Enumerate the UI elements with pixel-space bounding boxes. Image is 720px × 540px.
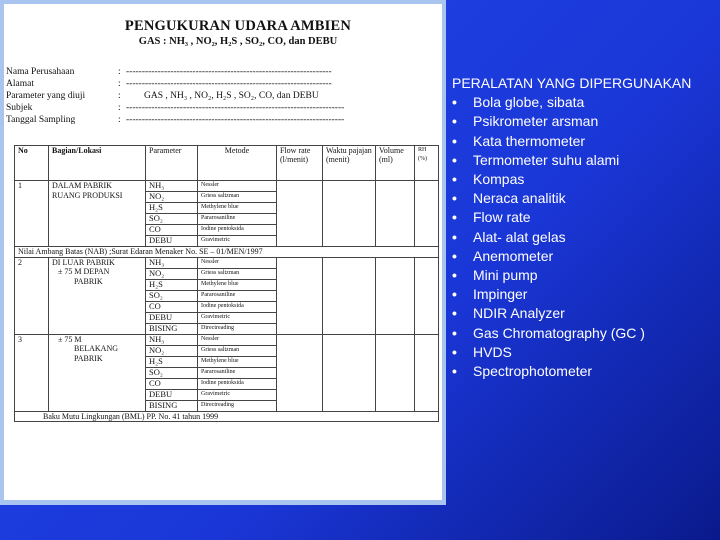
row-volume <box>376 257 415 334</box>
equipment-list <box>452 93 714 381</box>
field-colon: : <box>118 115 121 125</box>
row-parameter: CO <box>146 225 198 236</box>
field-value: GAS , NH₃ , NO₂, H₂S , SO₂, CO, dan DEBU <box>144 91 319 101</box>
row-volume <box>376 181 415 247</box>
measurement-table <box>14 145 439 422</box>
row-exposure-time <box>323 334 376 411</box>
table-row <box>15 334 439 345</box>
row-parameter: SO₂ <box>146 214 198 225</box>
row-parameter: NO₂ <box>146 345 198 356</box>
field-colon: : <box>118 67 121 77</box>
equipment-item: • Spectrophotometer <box>452 362 714 381</box>
header-flow-rate: Flow rate (l/menit) <box>277 146 323 181</box>
table-row <box>15 181 439 192</box>
row-parameter: NH₃ <box>146 334 198 345</box>
row-volume <box>376 334 415 411</box>
bml-note-row <box>15 411 439 422</box>
row-method: Griess saltzman <box>198 268 277 279</box>
row-location <box>49 334 146 411</box>
field-value: ----------------------------------------------------------------- <box>126 79 332 89</box>
equipment-panel <box>452 74 714 381</box>
equipment-item: • Alat- alat gelas <box>452 228 714 247</box>
row-exposure-time <box>323 181 376 247</box>
bml-note: Baku Mutu Lingkungan (BML) PP. No. 41 tahun 1999 <box>15 411 439 422</box>
field-value: --------------------------------------------------------------------- <box>126 103 345 113</box>
row-method: Nessler <box>198 334 277 345</box>
field-colon: : <box>118 79 121 89</box>
equipment-item: • HVDS <box>452 343 714 362</box>
row-parameter: NH₃ <box>146 181 198 192</box>
row-number: 3 <box>15 334 49 411</box>
row-method: Griess saltzman <box>198 345 277 356</box>
row-method: Pararosaniline <box>198 290 277 301</box>
equipment-item: • Impinger <box>452 285 714 304</box>
equipment-item: • NDIR Analyzer <box>452 304 714 323</box>
equipment-item: • Mini pump <box>452 266 714 285</box>
row-parameter: SO₂ <box>146 290 198 301</box>
document-image <box>4 4 442 500</box>
row-rh <box>415 181 439 247</box>
equipment-item: • Psikrometer arsman <box>452 112 714 131</box>
row-method: Iodine pentoksida <box>198 225 277 236</box>
row-parameter: NO₂ <box>146 268 198 279</box>
equipment-item: • Flow rate <box>452 208 714 227</box>
row-parameter: H₂S <box>146 356 198 367</box>
field-label: Parameter yang diuji <box>6 91 86 101</box>
nab-note-row <box>15 247 439 258</box>
row-method: Gravimetric <box>198 389 277 400</box>
row-parameter: BISING <box>146 400 198 411</box>
field-label: Alamat <box>6 79 34 89</box>
row-parameter: CO <box>146 301 198 312</box>
equipment-item: • Anemometer <box>452 247 714 266</box>
table-row <box>15 257 439 268</box>
header-no: No <box>15 146 49 181</box>
field-colon: : <box>118 103 121 113</box>
location-line: DI LUAR PABRIK <box>52 257 115 267</box>
header-volume: Volume (ml) <box>376 146 415 181</box>
field-value: --------------------------------------------------------------------- <box>126 115 345 125</box>
location-line: BELAKANG <box>74 344 118 354</box>
row-method: Methylene blue <box>198 356 277 367</box>
row-parameter: CO <box>146 378 198 389</box>
row-method: Pararosaniline <box>198 214 277 225</box>
field-label: Tanggal Sampling <box>6 115 76 125</box>
row-parameter: SO₂ <box>146 367 198 378</box>
row-flow-rate <box>277 257 323 334</box>
row-parameter: NH₃ <box>146 257 198 268</box>
row-method: Iodine pentoksida <box>198 378 277 389</box>
field-label: Nama Perusahaan <box>6 67 75 77</box>
row-parameter: DEBU <box>146 312 198 323</box>
row-method: Iodine pentoksida <box>198 301 277 312</box>
row-rh <box>415 257 439 334</box>
row-method: Gravimetric <box>198 236 277 247</box>
row-method: Methylene blue <box>198 279 277 290</box>
equipment-item: • Neraca analitik <box>452 189 714 208</box>
row-parameter: NO₂ <box>146 192 198 203</box>
equipment-item: • Kompas <box>452 170 714 189</box>
header-parameter: Parameter <box>146 146 198 181</box>
equipment-item: • Bola globe, sibata <box>452 93 714 112</box>
table-header-row <box>15 146 439 181</box>
location-line: ± 75 M DEPAN <box>58 267 110 277</box>
location-line: PABRIK <box>74 353 103 363</box>
row-parameter: H₂S <box>146 203 198 214</box>
panel-heading: PERALATAN YANG DIPERGUNAKAN <box>452 75 692 91</box>
equipment-item: • Kata thermometer <box>452 132 714 151</box>
nab-note: Nilai Ambang Batas (NAB) ;Surat Edaran Menaker No. SE – 01/MEN/1997 <box>15 247 439 258</box>
row-parameter: DEBU <box>146 236 198 247</box>
header-rh: RH (%) <box>415 146 439 181</box>
header-location: Bagian/Lokasi <box>49 146 146 181</box>
row-method: Gravimetric <box>198 312 277 323</box>
location-line: PABRIK <box>74 276 103 286</box>
field-value: ----------------------------------------------------------------- <box>126 67 332 77</box>
row-flow-rate <box>277 334 323 411</box>
row-method: Directreading <box>198 323 277 334</box>
field-colon: : <box>118 91 121 101</box>
document-title: PENGUKURAN UDARA AMBIEN <box>124 18 352 34</box>
row-location <box>49 181 146 247</box>
header-method: Metode <box>198 146 277 181</box>
equipment-item: • Gas Chromatography (GC ) <box>452 324 714 343</box>
row-method: Directreading <box>198 400 277 411</box>
row-method: Pararosaniline <box>198 367 277 378</box>
row-number: 1 <box>15 181 49 247</box>
row-parameter: BISING <box>146 323 198 334</box>
row-location <box>49 257 146 334</box>
row-number: 2 <box>15 257 49 334</box>
field-label: Subjek <box>6 103 33 113</box>
row-parameter: DEBU <box>146 389 198 400</box>
location-line: ± 75 M <box>58 334 82 344</box>
location-line: DALAM PABRIK <box>52 181 112 190</box>
row-rh <box>415 334 439 411</box>
equipment-item: • Termometer suhu alami <box>452 151 714 170</box>
document-subtitle: GAS : NH₃ , NO₂, H₂S , SO₂, CO, dan DEBU <box>138 36 338 47</box>
row-parameter: H₂S <box>146 279 198 290</box>
row-exposure-time <box>323 257 376 334</box>
location-line: RUANG PRODUKSI <box>52 190 123 200</box>
row-flow-rate <box>277 181 323 247</box>
row-method: Griess saltzman <box>198 192 277 203</box>
row-method: Nessler <box>198 257 277 268</box>
header-exposure-time: Waktu pajajan (menit) <box>323 146 376 181</box>
row-method: Nessler <box>198 181 277 192</box>
row-method: Methylene blue <box>198 203 277 214</box>
